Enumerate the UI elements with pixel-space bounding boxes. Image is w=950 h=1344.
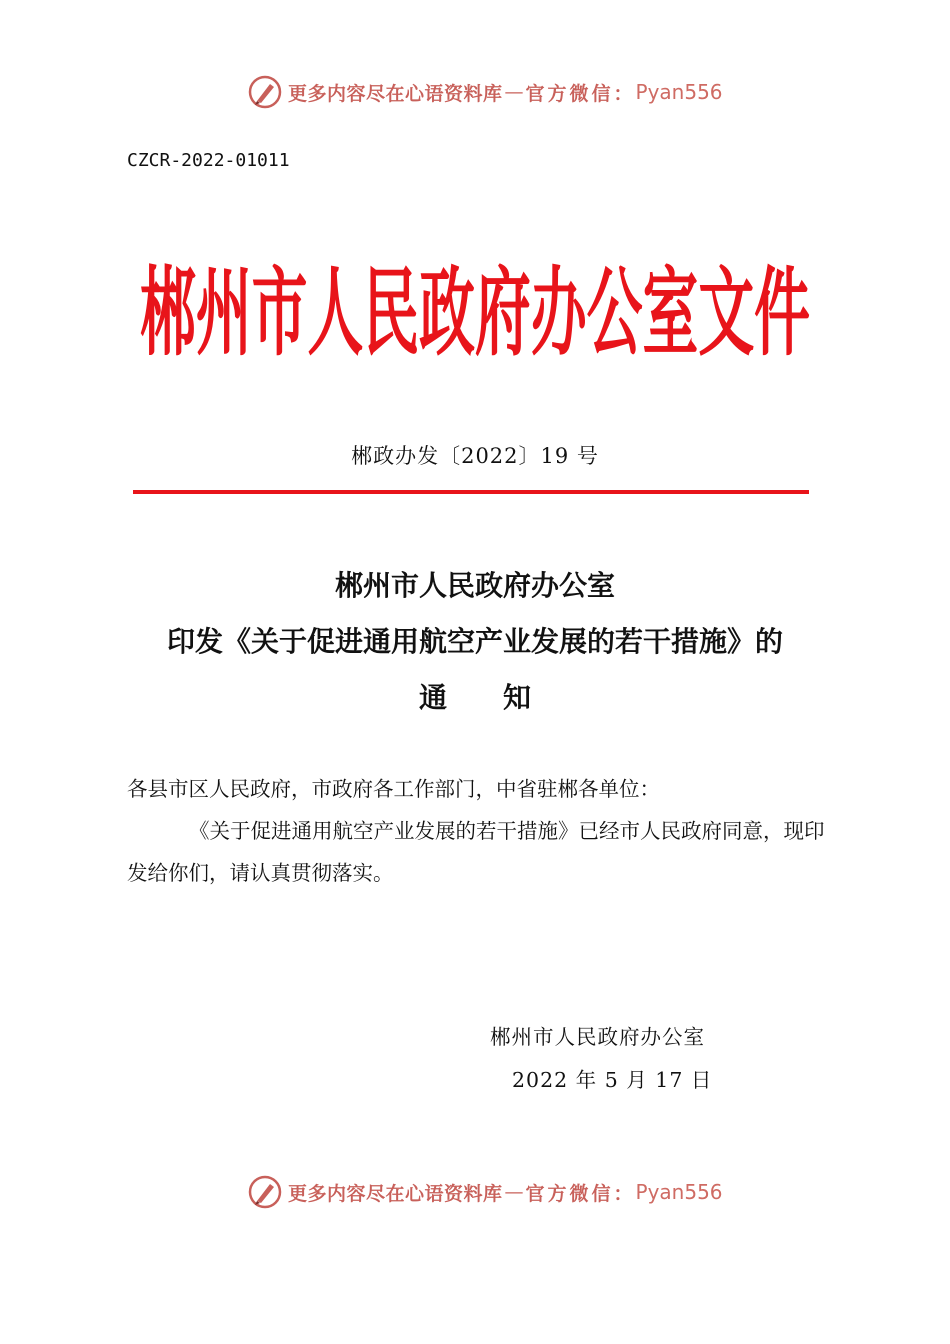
notice-title-char-2: 知	[503, 681, 532, 714]
watermark-wechat-id: Pyan556	[635, 1180, 723, 1204]
notice-title-line-1: 郴州市人民政府办公室	[334, 569, 615, 602]
watermark-dash: —	[504, 1181, 524, 1203]
notice-title-line-2: 印发《关于促进通用航空产业发展的若干措施》的	[166, 625, 783, 658]
issuer-signature: 郴州市人民政府办公室	[490, 1025, 705, 1049]
watermark-banner-top	[248, 74, 723, 110]
issue-date: 2022 年 5 月 17 日	[512, 1068, 713, 1092]
watermark-official-label: 官方微信：	[525, 82, 636, 105]
header-title-text: 郴州市人民政府办公室文件	[140, 257, 810, 368]
watermark-official-label: 官方微信：	[525, 1182, 636, 1205]
notice-title-line-3	[0, 676, 950, 716]
watermark-banner-bottom	[248, 1174, 723, 1210]
document-number: 郴政办发〔2022〕19 号	[351, 444, 599, 468]
watermark-wechat-id: Pyan556	[635, 80, 723, 104]
pen-logo-icon	[248, 1175, 282, 1209]
document-header-title	[138, 238, 812, 368]
pen-logo-icon	[248, 75, 282, 109]
notice-title-char-1: 通	[418, 681, 447, 714]
document-code: CZCR-2022-01011	[127, 150, 290, 171]
watermark-dash: —	[504, 81, 524, 103]
body-paragraph: 《关于促进通用航空产业发展的若干措施》已经市人民政府同意，现印发给你们，请认真贯彻落实。	[127, 819, 825, 885]
recipients-line: 各县市区人民政府，市政府各工作部门，中省驻郴各单位：	[127, 777, 660, 801]
red-divider-line	[133, 490, 809, 494]
watermark-text: 更多内容尽在心语资料库	[288, 82, 503, 105]
watermark-text: 更多内容尽在心语资料库	[288, 1182, 503, 1205]
